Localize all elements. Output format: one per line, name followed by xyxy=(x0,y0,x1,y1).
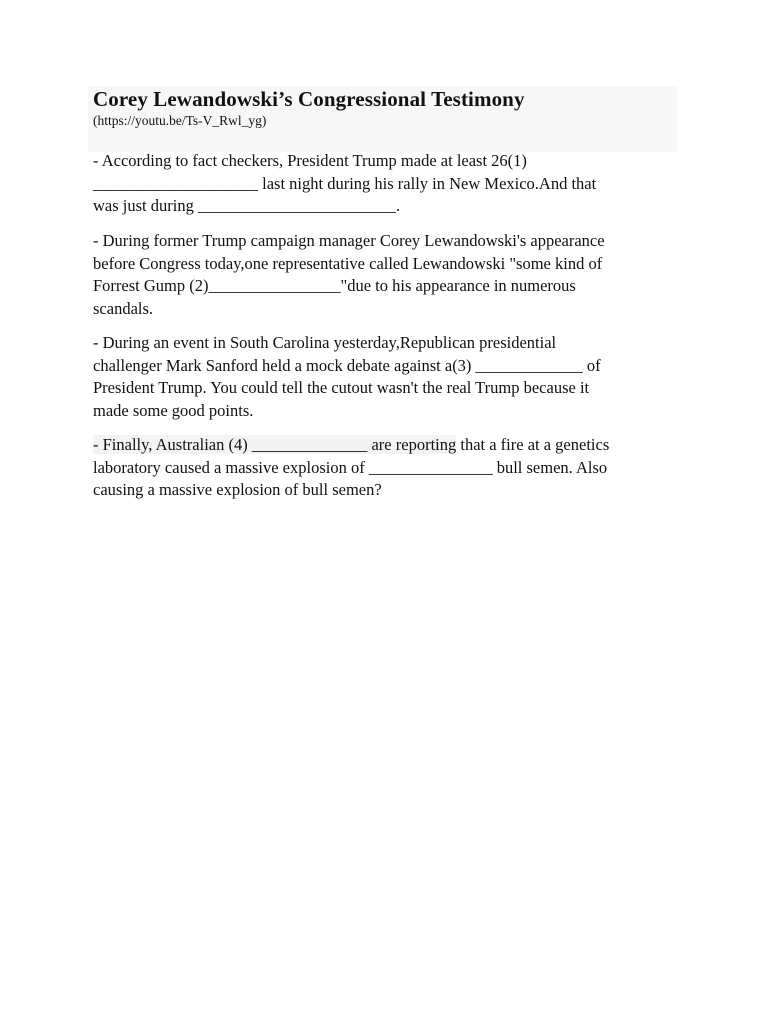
text-line: was just during ________________________. xyxy=(93,196,401,216)
text-line: before Congress today,one representative called Lewandowski "some kind of xyxy=(93,253,603,273)
paragraph-4 xyxy=(93,434,678,502)
text-line: - According to fact checkers, President Trump made at least 26(1) xyxy=(93,151,527,170)
text-line: Forrest Gump (2)________________"due to his appearance in numerous xyxy=(93,276,576,296)
paragraph-1 xyxy=(93,150,678,218)
text-line: challenger Mark Sanford held a mock debate against a(3) _____________ of xyxy=(93,355,601,375)
document-title: Corey Lewandowski’s Congressional Testimony xyxy=(93,87,525,111)
text-line: laboratory caused a massive explosion of _______________ bull semen. Also xyxy=(93,457,608,477)
text-line: scandals. xyxy=(93,298,154,318)
paragraph-2 xyxy=(93,230,678,320)
paragraph-3 xyxy=(93,332,678,422)
text-line: - During an event in South Carolina yesterday,Republican presidential xyxy=(93,333,557,352)
video-link[interactable]: (https://youtu.be/Ts-V_Rwl_yg) xyxy=(93,113,267,128)
text-line xyxy=(93,434,678,457)
text-line: causing a massive explosion of bull semen? xyxy=(93,480,382,500)
text-segment: that a fire at a genetics xyxy=(456,435,610,454)
text-line: ____________________ last night during his rally in New Mexico.And that xyxy=(93,173,597,193)
text-line: made some good points. xyxy=(93,400,254,420)
text-line: - During former Trump campaign manager Corey Lewandowski's appearance xyxy=(93,231,605,250)
highlighted-text: - Finally, Australian (4) ______________ are reporting xyxy=(93,435,457,454)
text-line: President Trump. You could tell the cutout wasn't the real Trump because it xyxy=(93,378,590,398)
